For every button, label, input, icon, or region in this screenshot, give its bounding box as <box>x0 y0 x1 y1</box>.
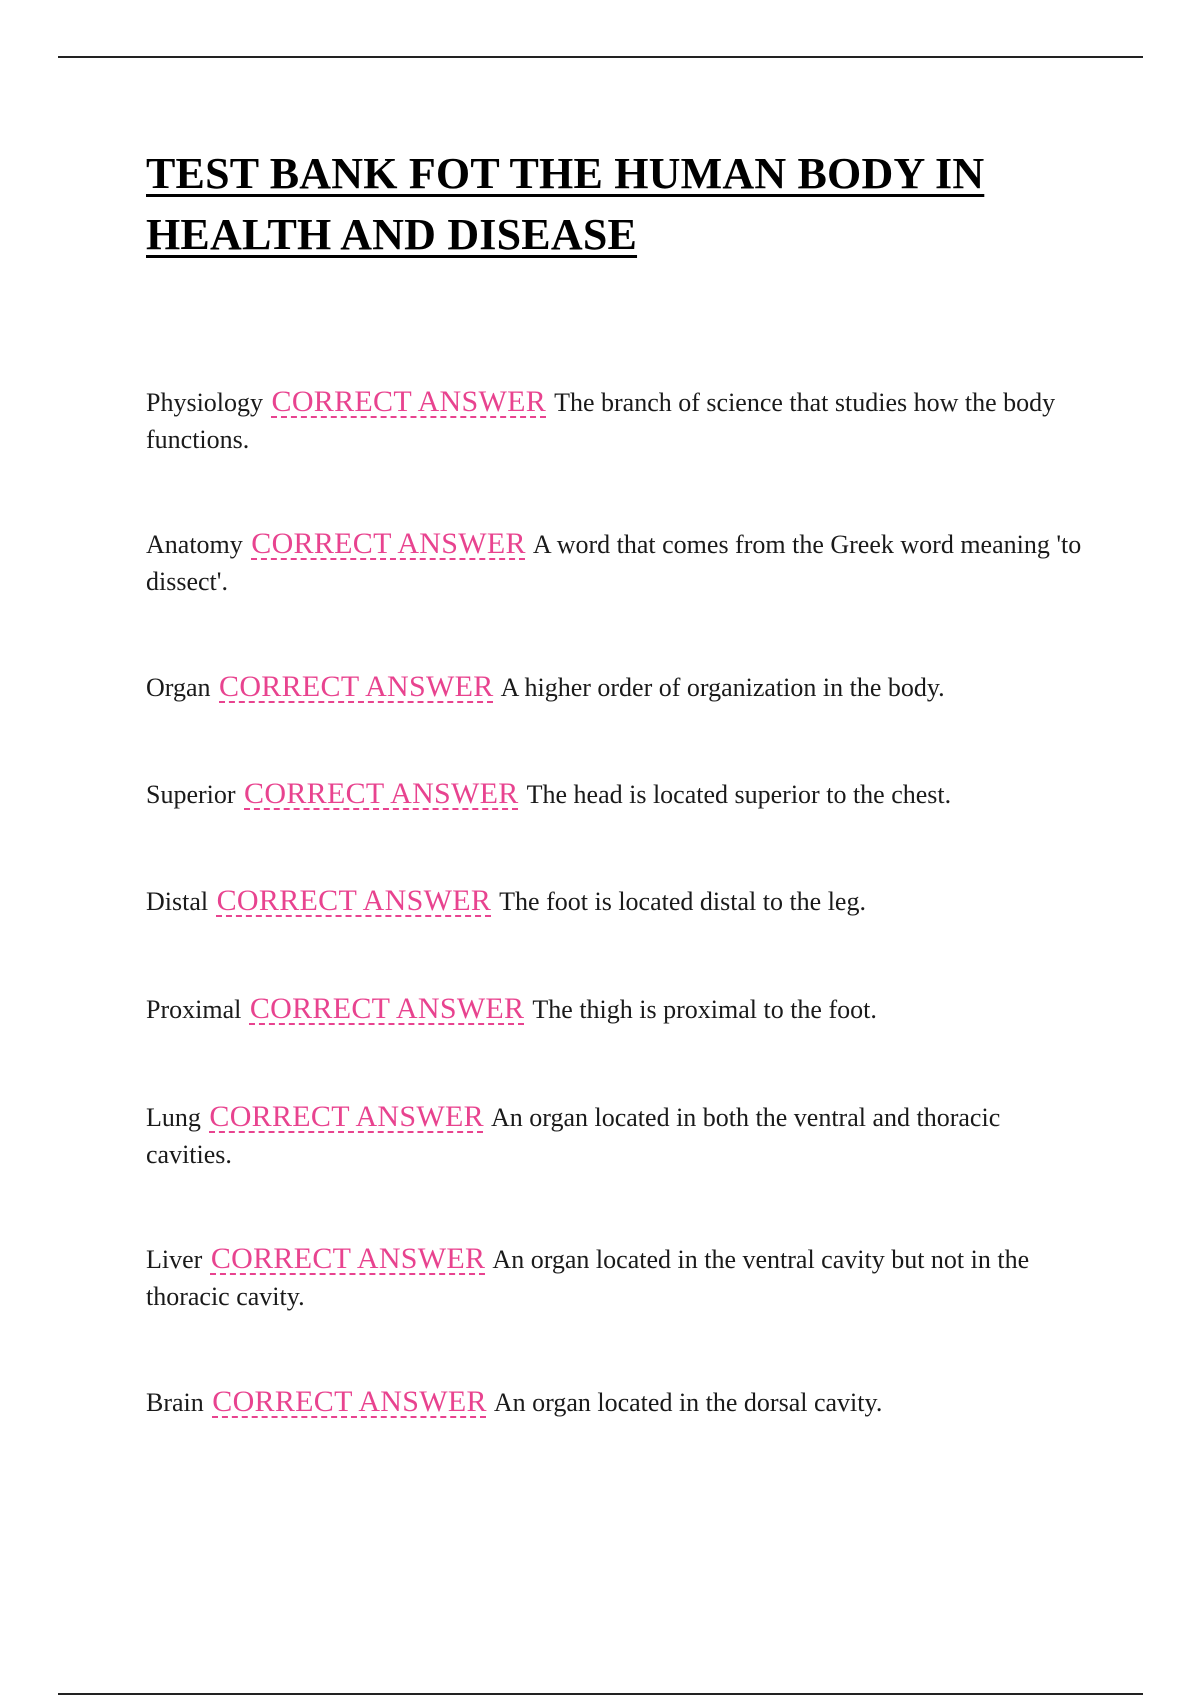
entry-term: Superior <box>146 780 236 809</box>
qa-entry <box>146 1383 1086 1421</box>
entry-definition: An organ located in the dorsal cavity. <box>493 1388 883 1417</box>
entry-term: Organ <box>146 673 211 702</box>
entry-definition: The foot is located distal to the leg. <box>499 887 866 916</box>
correct-answer-marker: CORRECT ANSWER <box>210 1242 486 1275</box>
correct-answer-marker: CORRECT ANSWER <box>209 1100 484 1133</box>
qa-entry <box>146 882 1086 920</box>
correct-answer-marker: CORRECT ANSWER <box>219 670 494 703</box>
entry-definition: An organ located in the ventral cavity but not in the thoracic cavity. <box>146 1245 1030 1311</box>
qa-entry <box>146 525 1086 600</box>
qa-entry <box>146 990 1086 1028</box>
correct-answer-marker: CORRECT ANSWER <box>271 385 547 418</box>
entry-definition: A higher order of organization in the body. <box>500 673 945 702</box>
correct-answer-marker: CORRECT ANSWER <box>244 777 519 810</box>
entry-definition: The thigh is proximal to the foot. <box>532 995 877 1024</box>
correct-answer-marker: CORRECT ANSWER <box>251 527 526 560</box>
entry-term: Proximal <box>146 995 242 1024</box>
entry-term: Brain <box>146 1388 204 1417</box>
entry-definition: An organ located in both the ventral and thoracic cavities. <box>146 1103 1001 1169</box>
entry-term: Lung <box>146 1103 201 1132</box>
correct-answer-marker: CORRECT ANSWER <box>212 1385 487 1418</box>
correct-answer-marker: CORRECT ANSWER <box>249 992 525 1025</box>
entry-term: Liver <box>146 1245 203 1274</box>
entry-definition: A word that comes from the Greek word meaning 'to dissect'. <box>146 530 1082 596</box>
entry-term: Physiology <box>146 388 264 417</box>
qa-entry <box>146 668 1086 706</box>
correct-answer-marker: CORRECT ANSWER <box>216 884 492 917</box>
entry-term: Distal <box>146 887 209 916</box>
entry-definition: The branch of science that studies how the body functions. <box>146 388 1056 454</box>
bottom-rule <box>58 1693 1143 1695</box>
qa-entry <box>146 383 1086 458</box>
document-title: TEST BANK FOT THE HUMAN BODY IN HEALTH AND DISEASE <box>146 149 985 259</box>
qa-entry <box>146 1098 1086 1173</box>
top-rule <box>58 56 1143 58</box>
entry-term: Anatomy <box>146 530 243 559</box>
qa-entry <box>146 775 1086 813</box>
entry-definition: The head is located superior to the chest. <box>526 780 952 809</box>
qa-entry <box>146 1240 1086 1315</box>
